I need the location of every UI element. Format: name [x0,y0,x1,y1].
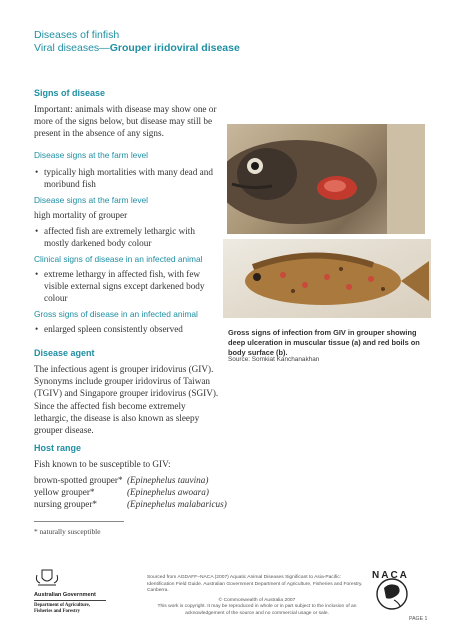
host-scientific-1: (Epinephelus tauvina) [127,475,209,485]
clinical-bullet: • extreme lethargy in affected fish, with few visible external signs except darkened body colour [34,268,216,305]
govt-divider [34,600,106,601]
naca-logo [370,570,414,614]
farm-text-2: high mortality of grouper [34,210,128,220]
gross-heading: Gross signs of disease in an infected animal [34,309,198,319]
credits-block [147,575,367,618]
farm-bullet-2: • affected fish are extremely lethargic with mostly darkened body colour [34,225,222,249]
naca-logo-text: NACA [372,570,409,581]
page-title [34,42,240,54]
govt-dept-line1: Department of Agriculture, [34,603,90,608]
page-number: PAGE 1 [409,616,428,622]
host-intro: Fish known to be susceptible to GIV: [34,459,171,469]
signs-intro: Important: animals with disease may show one or more of the signs below, but disease may still be present in the absence of any signs. [34,104,217,139]
fish-boils-photo [223,239,431,318]
host-scientific-2: (Epinephelus awoara) [127,487,209,497]
fish-body-illustration [223,239,431,318]
host-scientific-3: (Epinephelus malabaricus) [127,499,227,509]
govt-dept-line2: Fisheries and Forestry [34,608,81,614]
coat-of-arms-icon [34,567,60,587]
host-common-2: yellow grouper* [34,487,95,497]
section-title: Diseases of finfish [34,29,120,41]
fish-head-illustration [227,124,425,234]
credit-source: Sourced from AGDAFF–NACA (2007) Aquatic Animal Diseases Significant to Asia-Pacific: Identification Field Guide. Australian Government Department of Agriculture, Fisheries and Forestry. Canberra. [147,575,363,594]
figure-source: Source: Somkiat Kanchanakhan [228,356,320,363]
govt-name: Australian Government [34,592,96,598]
subsection-prefix: Viral diseases— [34,42,110,54]
credit-permission: This work is copyright. It may be reproduced in whole or in part subject to the inclusion of an acknowledgement of the source and no commercial usage or sale. [157,604,357,616]
clinical-heading: Clinical signs of disease in an infected animal [34,254,203,264]
figure-caption: Gross signs of infection from GIV in grouper showing deep ulceration in muscular tissue (a) and red boils on body surface (b). [228,328,420,357]
disease-title: Grouper iridoviral disease [109,42,240,54]
host-common-1: brown-spotted grouper* [34,475,123,485]
australian-government-logo [34,567,106,615]
farm-heading-2: Disease signs at the farm level [34,195,149,205]
fish-ulceration-photo [227,124,425,234]
footnote-divider [34,521,124,522]
gross-bullet: • enlarged spleen consistently observed [34,323,224,335]
farm-heading-1: Disease signs at the farm level [34,150,149,160]
credit-copyright: © Commonwealth of Australia 2007 [218,597,296,603]
agent-text: The infectious agent is grouper iridovirus (GIV). Synonyms include grouper iridovirus of Taiwan (TGIV) and Singapore grouper iridovirus (SGIV). Since the affected fish become extremely lethargic, the disease is also known as sleepy grouper disease. [34,364,219,436]
footnote: * naturally susceptible [34,527,101,536]
host-heading: Host range [34,443,82,453]
host-common-3: nursing grouper* [34,499,98,509]
farm-bullet-1: • typically high mortalities with many dead and moribund fish [34,166,218,190]
signs-heading: Signs of disease [34,88,106,98]
agent-heading: Disease agent [34,348,95,358]
